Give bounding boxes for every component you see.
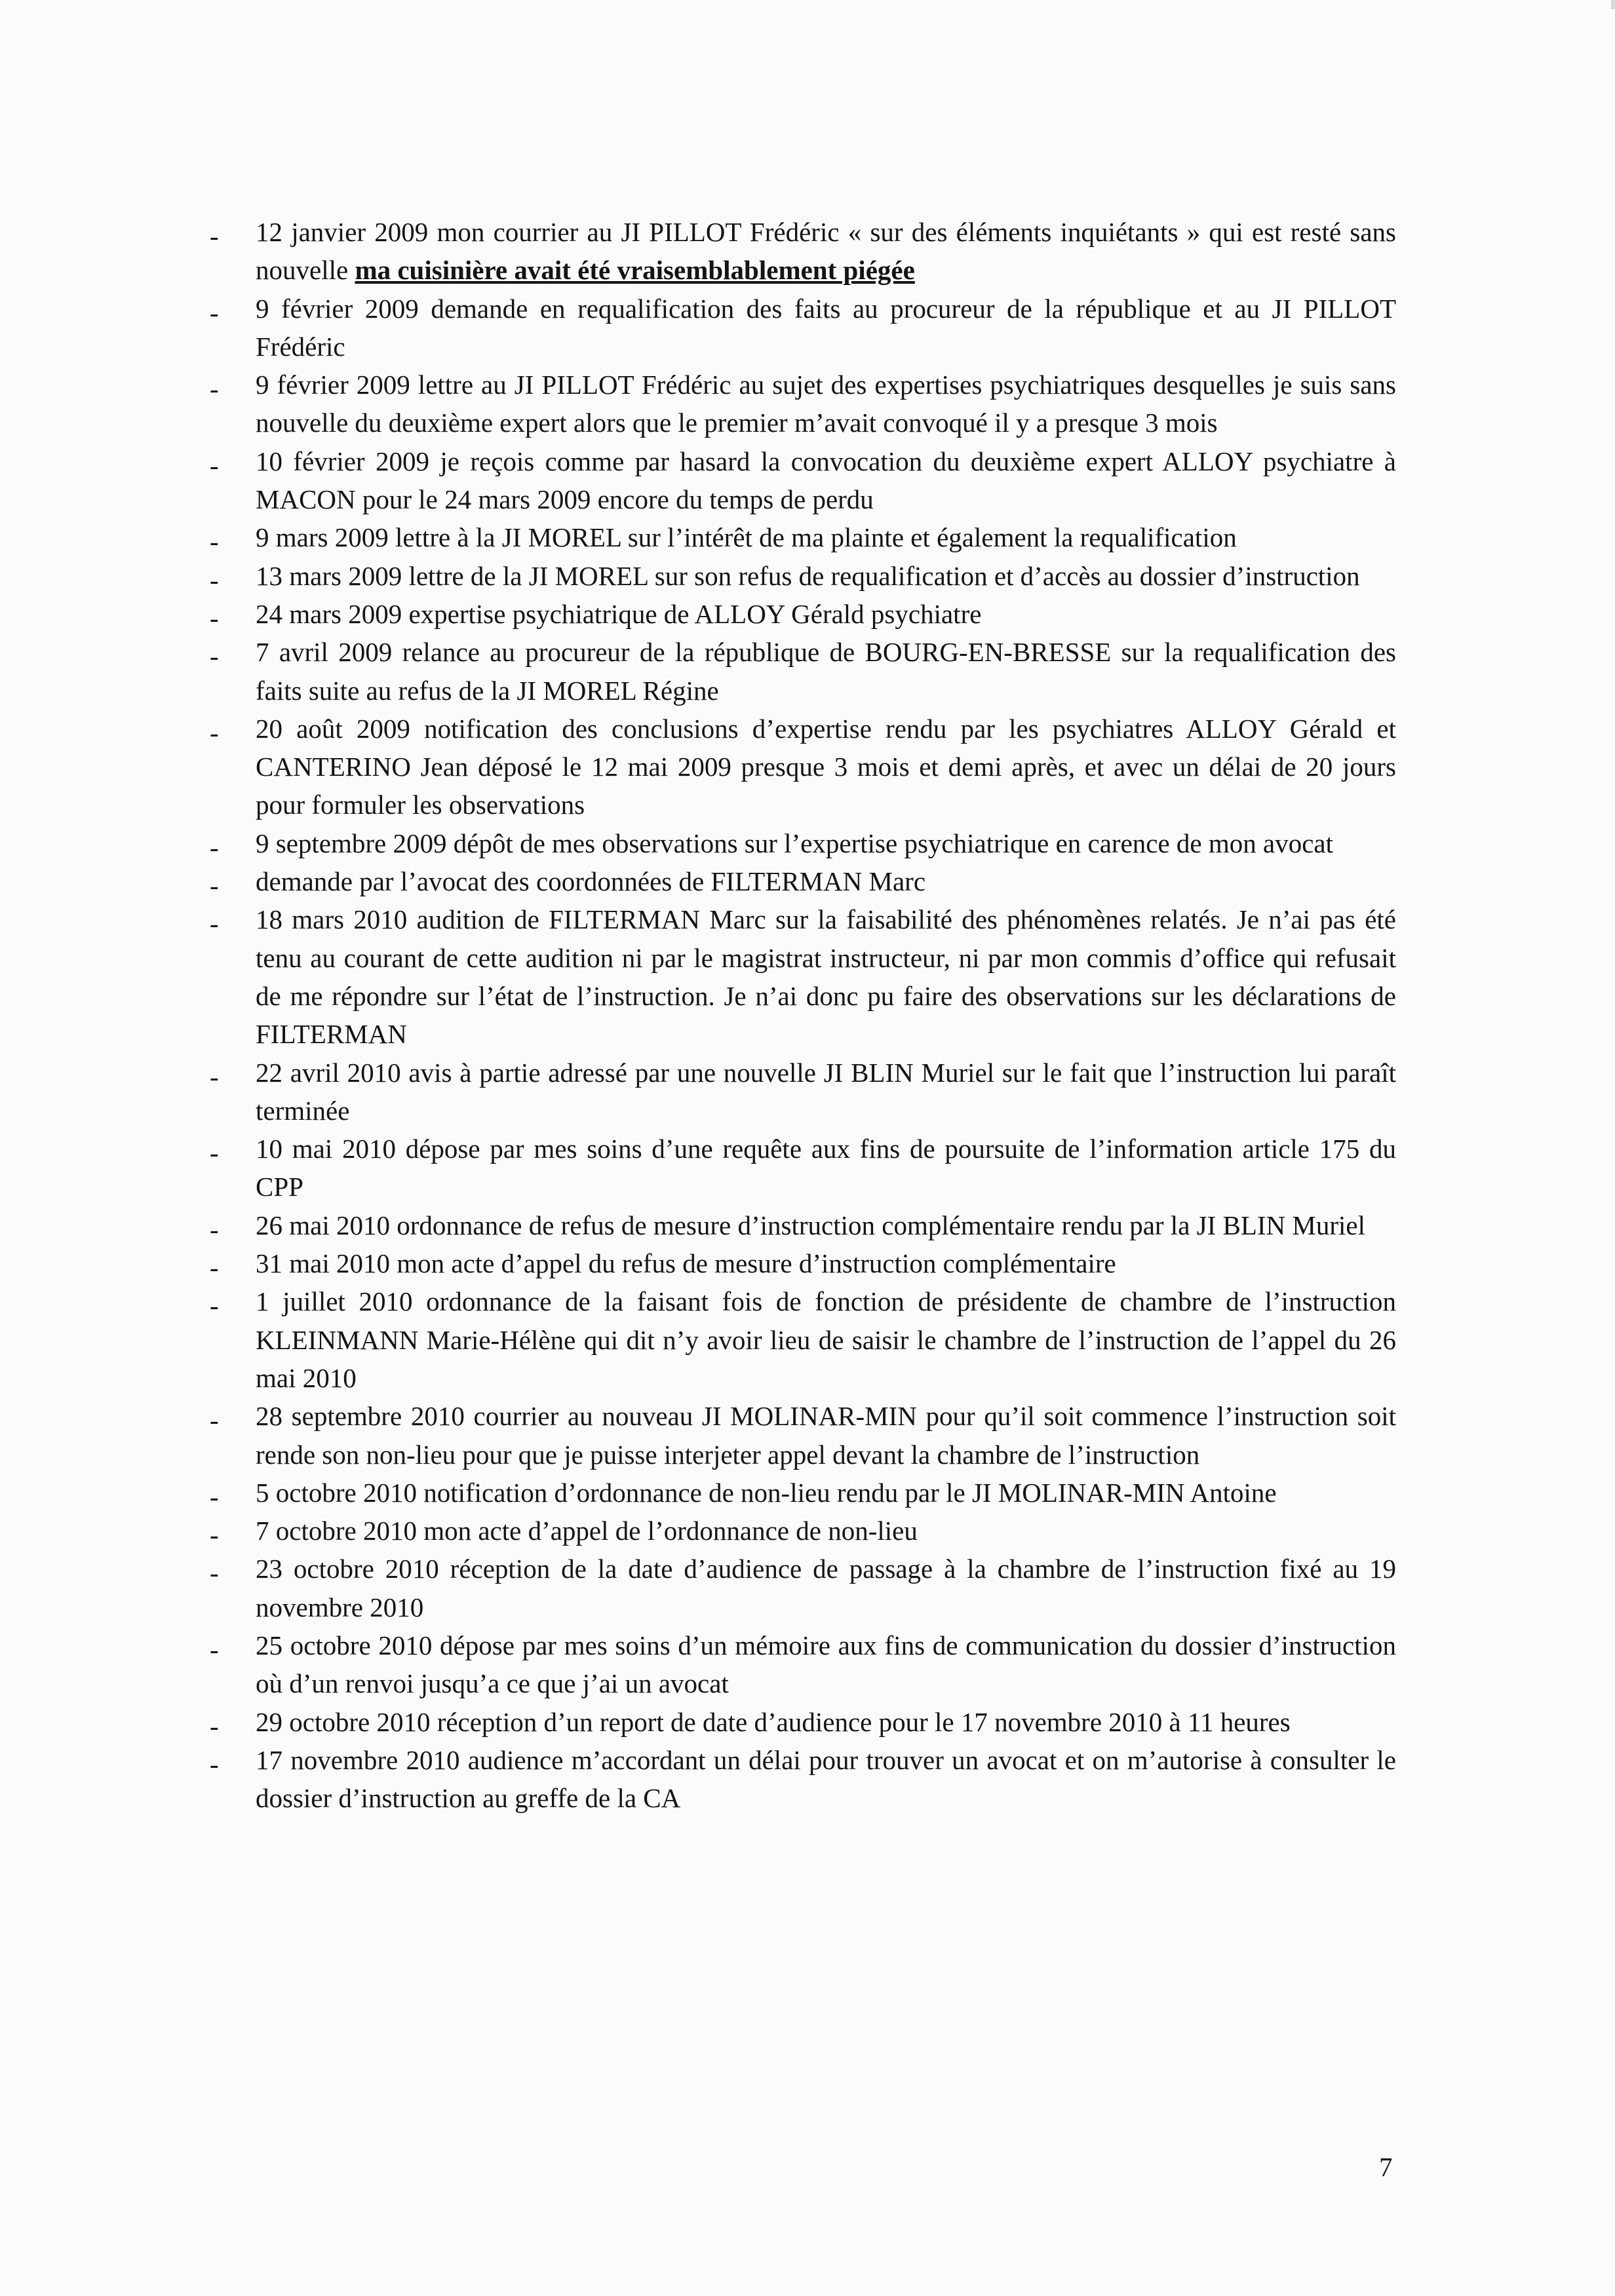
list-dash: - bbox=[210, 1634, 219, 1664]
list-dash: - bbox=[210, 221, 219, 251]
entry-text: 26 mai 2010 ordonnance de refus de mesure d’instruction complémentaire rendu par la JI BLIN Muriel bbox=[256, 1210, 1365, 1240]
list-item bbox=[210, 710, 1396, 824]
list-item bbox=[210, 213, 1396, 290]
entry-text: 9 février 2009 demande en requalification des faits au procureur de la république et au JI PILLOT Frédéric bbox=[256, 293, 1396, 362]
entry-text: 7 avril 2009 relance au procureur de la république de BOURG-EN-BRESSE sur la requalification des faits suite au refus de la JI MOREL Régine bbox=[256, 637, 1396, 706]
list-item bbox=[210, 557, 1396, 595]
entry-text: 23 octobre 2010 réception de la date d’audience de passage à la chambre de l’instruction fixé au 19 novembre 2010 bbox=[256, 1554, 1396, 1622]
list-item bbox=[210, 1244, 1396, 1282]
emphasized-text: ma cuisinière avait été vraisemblablement piégée bbox=[355, 255, 915, 286]
list-dash: - bbox=[210, 641, 219, 672]
entry-text: 7 octobre 2010 mon acte d’appel de l’ordonnance de non-lieu bbox=[256, 1516, 918, 1546]
page-number: 7 bbox=[1379, 2152, 1393, 2182]
entry-text: 24 mars 2009 expertise psychiatrique de ALLOY Gérald psychiatre bbox=[256, 598, 982, 629]
list-dash: - bbox=[210, 832, 219, 862]
list-item bbox=[210, 1397, 1396, 1474]
entry-text: demande par l’avocat des coordonnées de FILTERMAN Marc bbox=[256, 866, 926, 897]
list-item bbox=[210, 1626, 1396, 1703]
list-item bbox=[210, 1474, 1396, 1512]
list-dash: - bbox=[210, 297, 219, 328]
list-item bbox=[210, 1282, 1396, 1397]
list-dash: - bbox=[210, 1520, 219, 1550]
list-item bbox=[210, 1550, 1396, 1626]
entry-text: 10 février 2009 je reçois comme par hasard la convocation du deuxième expert ALLOY psychiatre à MACON pour le 24 mars 2009 encore du temps de perdu bbox=[256, 446, 1396, 515]
list-dash: - bbox=[210, 1061, 219, 1092]
entry-text: 9 septembre 2009 dépôt de mes observations sur l’expertise psychiatrique en carence de mon avocat bbox=[256, 828, 1333, 858]
list-dash: - bbox=[210, 1252, 219, 1283]
list-item bbox=[210, 1512, 1396, 1550]
list-dash: - bbox=[210, 908, 219, 939]
entry-text: 9 mars 2009 lettre à la JI MOREL sur l’intérêt de ma plainte et également la requalification bbox=[256, 522, 1237, 553]
entry-text: 13 mars 2009 lettre de la JI MOREL sur son refus de requalification et d’accès au dossier d’instruction bbox=[256, 560, 1360, 591]
entry-text: 9 février 2009 lettre au JI PILLOT Frédéric au sujet des expertises psychiatriques desquelles je suis sans nouvelle du deuxième expert alors que le premier m’avait convoqué il y a presque 3 mois bbox=[256, 370, 1396, 438]
entry-text: 12 janvier 2009 mon courrier au JI PILLOT Frédéric « sur des éléments inquiétants » qui est resté sans nouvelle bbox=[256, 217, 1396, 286]
list-dash: - bbox=[210, 1290, 219, 1321]
list-dash: - bbox=[210, 373, 219, 404]
list-item bbox=[210, 1206, 1396, 1244]
list-item bbox=[210, 518, 1396, 556]
list-dash: - bbox=[210, 1748, 219, 1779]
list-dash: - bbox=[210, 1710, 219, 1741]
entry-text: 5 octobre 2010 notification d’ordonnance de non-lieu rendu par le JI MOLINAR-MIN Antoine bbox=[256, 1477, 1277, 1508]
list-item bbox=[210, 1703, 1396, 1741]
entry-text: 25 octobre 2010 dépose par mes soins d’un mémoire aux fins de communication du dossier d’instruction où d’un renvoi jusqu’a ce que j’ai un avocat bbox=[256, 1630, 1396, 1699]
entry-text: 28 septembre 2010 courrier au nouveau JI MOLINAR-MIN pour qu’il soit commence l’instruction soit rende son non-lieu pour que je puisse interjeter appel devant la chambre de l’instruction bbox=[256, 1401, 1396, 1470]
scan-corner-mark bbox=[1611, 0, 1615, 9]
entry-text: 31 mai 2010 mon acte d’appel du refus de mesure d’instruction complémentaire bbox=[256, 1248, 1116, 1279]
list-dash: - bbox=[210, 1138, 219, 1168]
list-item bbox=[210, 862, 1396, 900]
list-item bbox=[210, 633, 1396, 710]
entry-text: 17 novembre 2010 audience m’accordant un délai pour trouver un avocat et on m’autorise à consulter le dossier d’instruction au greffe de la CA bbox=[256, 1744, 1396, 1814]
list-item bbox=[210, 1054, 1396, 1130]
list-dash: - bbox=[210, 526, 219, 557]
list-dash: - bbox=[210, 717, 219, 748]
list-dash: - bbox=[210, 1558, 219, 1588]
list-item bbox=[210, 595, 1396, 633]
list-item bbox=[210, 1130, 1396, 1206]
entry-text: 10 mai 2010 dépose par mes soins d’une requête aux fins de poursuite de l’information article 175 du CPP bbox=[256, 1134, 1396, 1202]
entry-text: 22 avril 2010 avis à partie adressé par une nouvelle JI BLIN Muriel sur le fait que l’instruction lui paraît terminée bbox=[256, 1057, 1396, 1126]
entry-text: 20 août 2009 notification des conclusions d’expertise rendu par les psychiatres ALLOY Gérald et CANTERINO Jean déposé le 12 mai 2009 presque 3 mois et demi après, et avec un délai de 20 jours pour formuler les observations bbox=[256, 713, 1396, 820]
chronology-list bbox=[210, 213, 1396, 1817]
list-dash: - bbox=[210, 1405, 219, 1436]
entry-text: 29 octobre 2010 réception d’un report de date d’audience pour le 17 novembre 2010 à 11 heures bbox=[256, 1706, 1291, 1737]
list-dash: - bbox=[210, 564, 219, 595]
list-item bbox=[210, 1741, 1396, 1818]
list-item bbox=[210, 900, 1396, 1053]
list-dash: - bbox=[210, 1214, 219, 1244]
list-item bbox=[210, 824, 1396, 862]
list-dash: - bbox=[210, 870, 219, 901]
list-item bbox=[210, 290, 1396, 366]
list-item bbox=[210, 442, 1396, 519]
list-item bbox=[210, 366, 1396, 442]
list-dash: - bbox=[210, 1481, 219, 1512]
entry-text: 1 juillet 2010 ordonnance de la faisant fois de fonction de présidente de chambre de l’instruction KLEINMANN Marie-Hélène qui dit n’y avoir lieu de saisir le chambre de l’instruction de l’appel du 26 mai 2010 bbox=[256, 1286, 1396, 1393]
list-dash: - bbox=[210, 602, 219, 633]
list-dash: - bbox=[210, 450, 219, 480]
entry-text: 18 mars 2010 audition de FILTERMAN Marc sur la faisabilité des phénomènes relatés. Je n’ai pas été tenu au courant de cette audition ni par le magistrat instructeur, ni par mon commis d’office qui refusait de me répondre sur l’état de l’instruction. Je n’ai donc pu faire des observations sur les déclarations de FILTERMAN bbox=[256, 904, 1396, 1050]
